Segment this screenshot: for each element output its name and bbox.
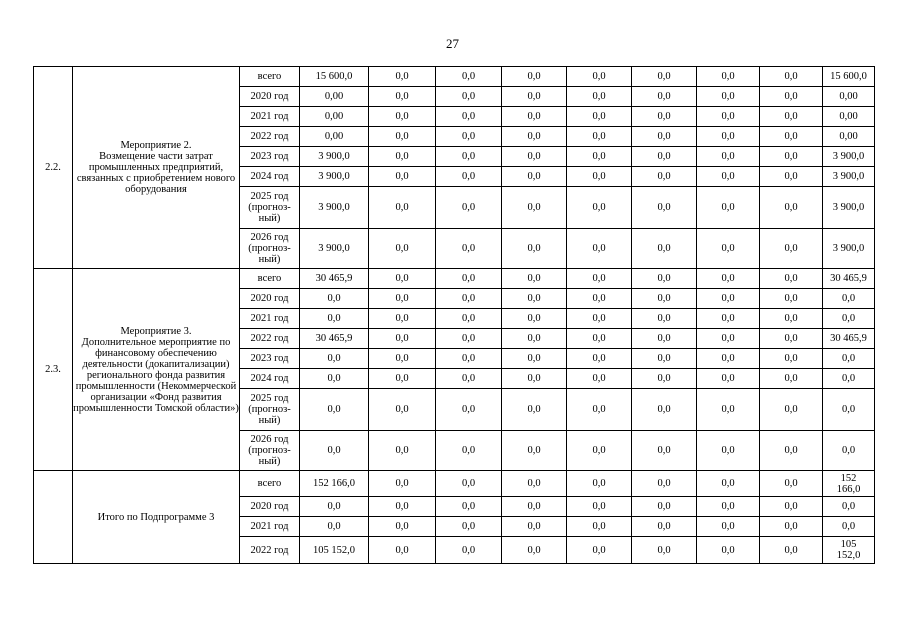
period-cell: всего (240, 269, 300, 289)
value-cell: 0,0 (300, 309, 369, 329)
value-cell: 0,0 (436, 127, 502, 147)
value-cell: 0,0 (697, 309, 760, 329)
value-cell: 0,0 (760, 389, 823, 431)
total-cell: 3 900,0 (823, 187, 875, 229)
value-cell: 0,0 (369, 369, 436, 389)
value-cell: 0,0 (632, 87, 697, 107)
value-cell: 0,0 (369, 229, 436, 269)
value-cell: 0,0 (760, 497, 823, 517)
value-cell: 0,0 (760, 289, 823, 309)
period-cell: всего (240, 67, 300, 87)
value-cell: 0,0 (502, 471, 567, 497)
value-cell: 0,0 (632, 431, 697, 471)
value-cell: 0,0 (760, 309, 823, 329)
value-cell: 0,0 (502, 517, 567, 537)
table-row (34, 67, 875, 87)
value-cell: 0,0 (369, 349, 436, 369)
value-cell: 0,0 (300, 517, 369, 537)
value-cell: 0,0 (502, 87, 567, 107)
value-cell: 0,0 (436, 167, 502, 187)
value-cell: 0,0 (760, 127, 823, 147)
value-cell: 0,0 (369, 147, 436, 167)
total-cell: 3 900,0 (823, 147, 875, 167)
value-cell: 0,0 (436, 329, 502, 349)
period-cell: 2025 год (прогноз- ный) (240, 187, 300, 229)
value-cell: 0,0 (567, 289, 632, 309)
value-cell: 0,0 (632, 269, 697, 289)
value-cell: 0,0 (502, 309, 567, 329)
value-cell: 30 465,9 (300, 329, 369, 349)
value-cell: 0,0 (632, 107, 697, 127)
total-cell: 0,0 (823, 289, 875, 309)
value-cell: 0,0 (502, 229, 567, 269)
value-cell: 0,0 (760, 329, 823, 349)
value-cell: 0,0 (502, 127, 567, 147)
value-cell: 0,0 (632, 289, 697, 309)
value-cell: 0,00 (300, 87, 369, 107)
value-cell: 0,0 (300, 389, 369, 431)
total-cell: 0,00 (823, 87, 875, 107)
value-cell: 0,0 (760, 269, 823, 289)
value-cell: 0,0 (502, 289, 567, 309)
value-cell: 0,0 (369, 537, 436, 564)
value-cell: 0,0 (697, 107, 760, 127)
total-cell: 30 465,9 (823, 269, 875, 289)
value-cell: 0,0 (369, 289, 436, 309)
value-cell: 0,0 (697, 269, 760, 289)
value-cell: 0,0 (502, 537, 567, 564)
value-cell: 3 900,0 (300, 147, 369, 167)
section-index: 2.2. (34, 67, 73, 269)
value-cell: 0,0 (567, 87, 632, 107)
value-cell: 0,0 (697, 497, 760, 517)
page-number: 27 (446, 36, 459, 51)
value-cell: 0,0 (760, 147, 823, 167)
value-cell: 0,0 (632, 309, 697, 329)
value-cell: 0,0 (567, 187, 632, 229)
period-cell: 2026 год (прогноз- ный) (240, 431, 300, 471)
period-cell: 2022 год (240, 329, 300, 349)
value-cell: 0,0 (567, 167, 632, 187)
value-cell: 0,0 (567, 67, 632, 87)
value-cell: 0,0 (567, 497, 632, 517)
value-cell: 152 166,0 (300, 471, 369, 497)
value-cell: 0,0 (300, 431, 369, 471)
value-cell: 0,0 (567, 517, 632, 537)
value-cell: 0,0 (369, 497, 436, 517)
value-cell: 0,0 (567, 127, 632, 147)
value-cell: 0,0 (760, 471, 823, 497)
value-cell: 0,0 (697, 471, 760, 497)
value-cell: 0,0 (632, 497, 697, 517)
value-cell: 0,0 (760, 229, 823, 269)
value-cell: 0,0 (567, 147, 632, 167)
value-cell: 0,0 (502, 389, 567, 431)
value-cell: 0,0 (436, 349, 502, 369)
value-cell: 0,0 (436, 229, 502, 269)
period-cell: 2026 год (прогноз- ный) (240, 229, 300, 269)
value-cell: 0,0 (697, 67, 760, 87)
total-cell: 3 900,0 (823, 167, 875, 187)
value-cell: 0,0 (567, 471, 632, 497)
value-cell: 0,0 (760, 349, 823, 369)
period-cell: 2025 год (прогноз- ный) (240, 389, 300, 431)
value-cell: 30 465,9 (300, 269, 369, 289)
value-cell: 0,0 (697, 229, 760, 269)
value-cell: 0,0 (436, 431, 502, 471)
total-cell: 30 465,9 (823, 329, 875, 349)
table-row (34, 471, 875, 497)
total-cell: 105 152,0 (823, 537, 875, 564)
value-cell: 0,0 (567, 369, 632, 389)
value-cell: 0,0 (369, 107, 436, 127)
value-cell: 0,0 (369, 87, 436, 107)
value-cell: 0,0 (632, 471, 697, 497)
total-cell: 0,0 (823, 497, 875, 517)
total-cell: 0,0 (823, 309, 875, 329)
value-cell: 0,0 (567, 329, 632, 349)
period-cell: 2020 год (240, 289, 300, 309)
value-cell: 0,0 (697, 349, 760, 369)
total-cell: 0,00 (823, 107, 875, 127)
value-cell: 0,0 (632, 537, 697, 564)
value-cell: 0,0 (436, 497, 502, 517)
total-cell: 0,0 (823, 369, 875, 389)
value-cell: 0,0 (369, 167, 436, 187)
value-cell: 0,0 (502, 497, 567, 517)
period-cell: 2021 год (240, 309, 300, 329)
value-cell: 0,0 (436, 107, 502, 127)
value-cell: 0,0 (697, 127, 760, 147)
value-cell: 0,0 (369, 269, 436, 289)
value-cell: 0,0 (502, 107, 567, 127)
value-cell: 0,0 (436, 67, 502, 87)
value-cell: 0,0 (697, 87, 760, 107)
section-index (34, 471, 73, 564)
value-cell: 0,0 (632, 127, 697, 147)
value-cell: 0,0 (567, 309, 632, 329)
value-cell: 0,0 (567, 537, 632, 564)
total-cell: 0,0 (823, 431, 875, 471)
total-cell: 0,0 (823, 517, 875, 537)
value-cell: 0,0 (632, 67, 697, 87)
value-cell: 0,0 (567, 107, 632, 127)
value-cell: 0,0 (567, 389, 632, 431)
period-cell: 2020 год (240, 497, 300, 517)
value-cell: 0,0 (697, 147, 760, 167)
value-cell: 0,0 (632, 147, 697, 167)
total-cell: 0,0 (823, 349, 875, 369)
value-cell: 0,0 (760, 167, 823, 187)
value-cell: 0,0 (369, 309, 436, 329)
value-cell: 0,0 (697, 537, 760, 564)
total-cell: 152 166,0 (823, 471, 875, 497)
value-cell: 0,0 (502, 167, 567, 187)
value-cell: 0,0 (369, 517, 436, 537)
value-cell: 0,0 (697, 369, 760, 389)
value-cell: 0,00 (300, 127, 369, 147)
value-cell: 0,0 (697, 289, 760, 309)
value-cell: 0,0 (502, 187, 567, 229)
value-cell: 0,0 (760, 537, 823, 564)
value-cell: 0,0 (300, 289, 369, 309)
value-cell: 0,0 (436, 289, 502, 309)
period-cell: 2024 год (240, 369, 300, 389)
value-cell: 0,0 (502, 431, 567, 471)
value-cell: 0,0 (632, 187, 697, 229)
value-cell: 0,0 (436, 87, 502, 107)
value-cell: 0,0 (369, 127, 436, 147)
value-cell: 0,0 (632, 229, 697, 269)
value-cell: 0,0 (697, 329, 760, 349)
value-cell: 0,0 (502, 269, 567, 289)
value-cell: 0,0 (502, 349, 567, 369)
section-description: Итого по Подпрограмме 3 (73, 471, 240, 564)
total-cell: 15 600,0 (823, 67, 875, 87)
value-cell: 0,0 (369, 389, 436, 431)
value-cell: 0,0 (632, 349, 697, 369)
value-cell: 0,0 (697, 389, 760, 431)
value-cell: 15 600,0 (300, 67, 369, 87)
value-cell: 0,0 (369, 471, 436, 497)
value-cell: 0,0 (697, 431, 760, 471)
value-cell: 0,0 (436, 517, 502, 537)
total-cell: 0,00 (823, 127, 875, 147)
value-cell: 0,0 (567, 349, 632, 369)
value-cell: 0,0 (697, 167, 760, 187)
value-cell: 0,0 (760, 187, 823, 229)
value-cell: 0,0 (567, 229, 632, 269)
value-cell: 0,0 (760, 517, 823, 537)
value-cell: 0,00 (300, 107, 369, 127)
period-cell: 2021 год (240, 517, 300, 537)
value-cell: 0,0 (436, 187, 502, 229)
value-cell: 0,0 (760, 107, 823, 127)
value-cell: 0,0 (369, 67, 436, 87)
value-cell: 0,0 (567, 431, 632, 471)
value-cell: 0,0 (567, 269, 632, 289)
value-cell: 0,0 (760, 67, 823, 87)
table-row (34, 269, 875, 289)
budget-table (33, 66, 875, 564)
value-cell: 0,0 (436, 471, 502, 497)
value-cell: 0,0 (436, 147, 502, 167)
value-cell: 0,0 (369, 431, 436, 471)
value-cell: 0,0 (697, 187, 760, 229)
period-cell: 2022 год (240, 537, 300, 564)
period-cell: 2023 год (240, 349, 300, 369)
value-cell: 0,0 (632, 389, 697, 431)
value-cell: 0,0 (632, 167, 697, 187)
period-cell: 2021 год (240, 107, 300, 127)
value-cell: 0,0 (436, 309, 502, 329)
value-cell: 0,0 (436, 369, 502, 389)
value-cell: 3 900,0 (300, 167, 369, 187)
value-cell: 0,0 (300, 369, 369, 389)
period-cell: всего (240, 471, 300, 497)
value-cell: 0,0 (760, 431, 823, 471)
value-cell: 0,0 (632, 517, 697, 537)
period-cell: 2022 год (240, 127, 300, 147)
value-cell: 3 900,0 (300, 187, 369, 229)
value-cell: 0,0 (369, 187, 436, 229)
value-cell: 0,0 (502, 67, 567, 87)
value-cell: 0,0 (760, 369, 823, 389)
value-cell: 0,0 (436, 389, 502, 431)
value-cell: 0,0 (300, 349, 369, 369)
value-cell: 0,0 (436, 269, 502, 289)
value-cell: 105 152,0 (300, 537, 369, 564)
period-cell: 2024 год (240, 167, 300, 187)
value-cell: 0,0 (632, 329, 697, 349)
value-cell: 0,0 (502, 329, 567, 349)
value-cell: 0,0 (502, 147, 567, 167)
total-cell: 0,0 (823, 389, 875, 431)
period-cell: 2023 год (240, 147, 300, 167)
value-cell: 0,0 (300, 497, 369, 517)
period-cell: 2020 год (240, 87, 300, 107)
section-description: Мероприятие 2. Возмещение части затрат промышленных предприятий, связанных с приобретением нового оборудования (73, 67, 240, 269)
value-cell: 0,0 (502, 369, 567, 389)
value-cell: 0,0 (760, 87, 823, 107)
value-cell: 3 900,0 (300, 229, 369, 269)
section-index: 2.3. (34, 269, 73, 471)
total-cell: 3 900,0 (823, 229, 875, 269)
value-cell: 0,0 (632, 369, 697, 389)
value-cell: 0,0 (697, 517, 760, 537)
section-description: Мероприятие 3. Дополнительное мероприятие по финансовому обеспечению деятельности (докапитализации) регионального фонда развития промышленности (Некоммерческой организации «Фонд развития промышленности Томской области») (73, 269, 240, 471)
value-cell: 0,0 (369, 329, 436, 349)
value-cell: 0,0 (436, 537, 502, 564)
